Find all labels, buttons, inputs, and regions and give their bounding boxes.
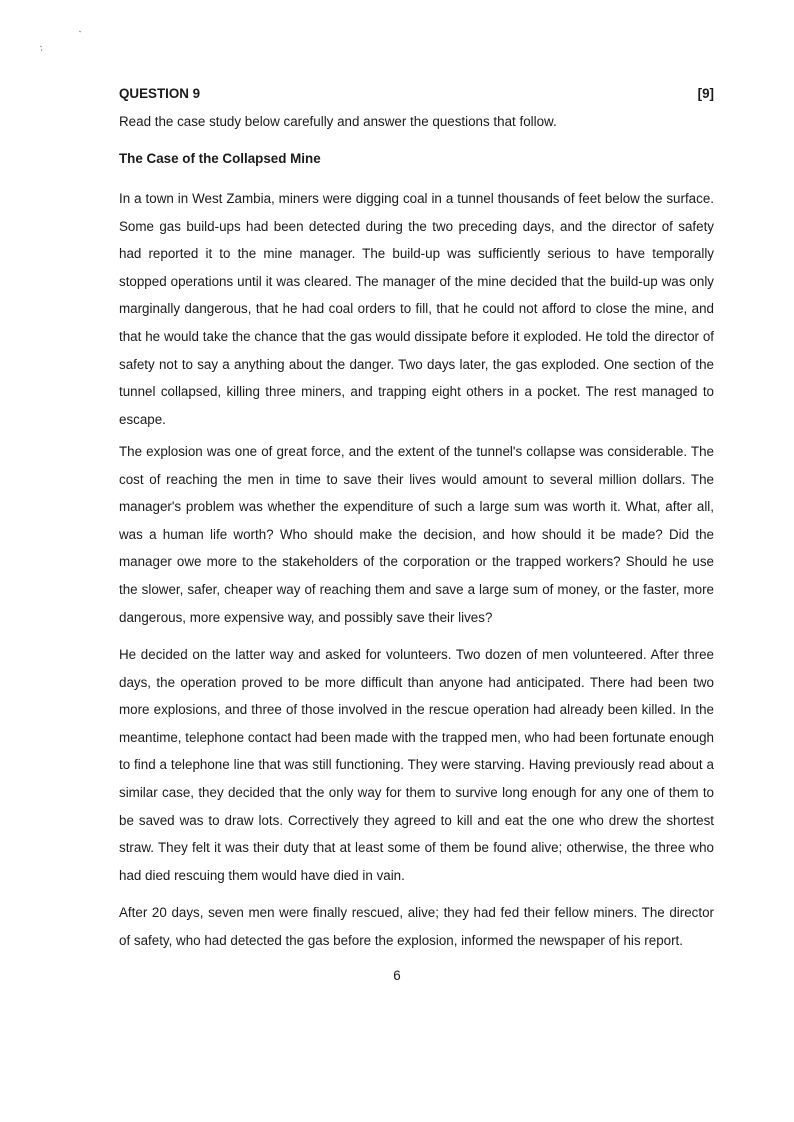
instruction-text: Read the case study below carefully and answer the questions that follow. <box>119 114 557 129</box>
case-paragraph-4: After 20 days, seven men were finally rescued, alive; they had fed their fellow miners. The director of safety, who had detected the gas before the explosion, informed the newspaper of his report. <box>119 905 714 948</box>
question-label: QUESTION 9 <box>119 86 201 101</box>
question-marks: [9] <box>697 86 714 101</box>
case-paragraph-1: In a town in West Zambia, miners were digging coal in a tunnel thousands of feet below the surface. Some gas build-ups had been detected during the two preceding days, and the director of safety had reported it to the mine manager. The build-up was sufficiently serious to have temporally stopped operations until it was cleared. The manager of the mine decided that the build-up was only marginally dangerous, that he had coal orders to fill, that he could not afford to close the mine, and that he would take the chance that the gas would dissipate before it exploded. He told the director of safety not to say a anything about the danger. Two days later, the gas exploded. One section of the tunnel collapsed, killing three miners, and trapping eight others in a pocket. The rest managed to escape. <box>119 191 714 427</box>
case-paragraph-2: The explosion was one of great force, and the extent of the tunnel's collapse was considerable. The cost of reaching the men in time to save their lives would amount to several million dollars. The manager's problem was whether the expenditure of such a large sum was worth it. What, after all, was a human life worth? Who should make the decision, and how should it be made? Did the manager owe more to the stakeholders of the corporation or the trapped workers? Should he use the slower, safer, cheaper way of reaching them and save a large sum of money, or the faster, more dangerous, more expensive way, and possibly save their lives? <box>119 444 714 625</box>
scan-speck-marks <box>38 28 88 58</box>
case-study-title: The Case of the Collapsed Mine <box>119 151 321 166</box>
case-paragraph-3: He decided on the latter way and asked for volunteers. Two dozen of men volunteered. After three days, the operation proved to be more difficult than anyone had anticipated. There had been two more explosions, and three of those involved in the rescue operation had already been killed. In the meantime, telephone contact had been made with the trapped men, who had been fortunate enough to find a telephone line that was still functioning. They were starving. Having previously read about a similar case, they decided that the only way for them to survive long enough for any one of them to be saved was to draw lots. Correctively they agreed to kill and eat the one who drew the shortest straw. They felt it was their duty that at least some of them be found alive; otherwise, the three who had died rescuing them would have died in vain. <box>119 647 714 883</box>
page-number: 6 <box>393 968 401 983</box>
question-header <box>119 86 714 101</box>
